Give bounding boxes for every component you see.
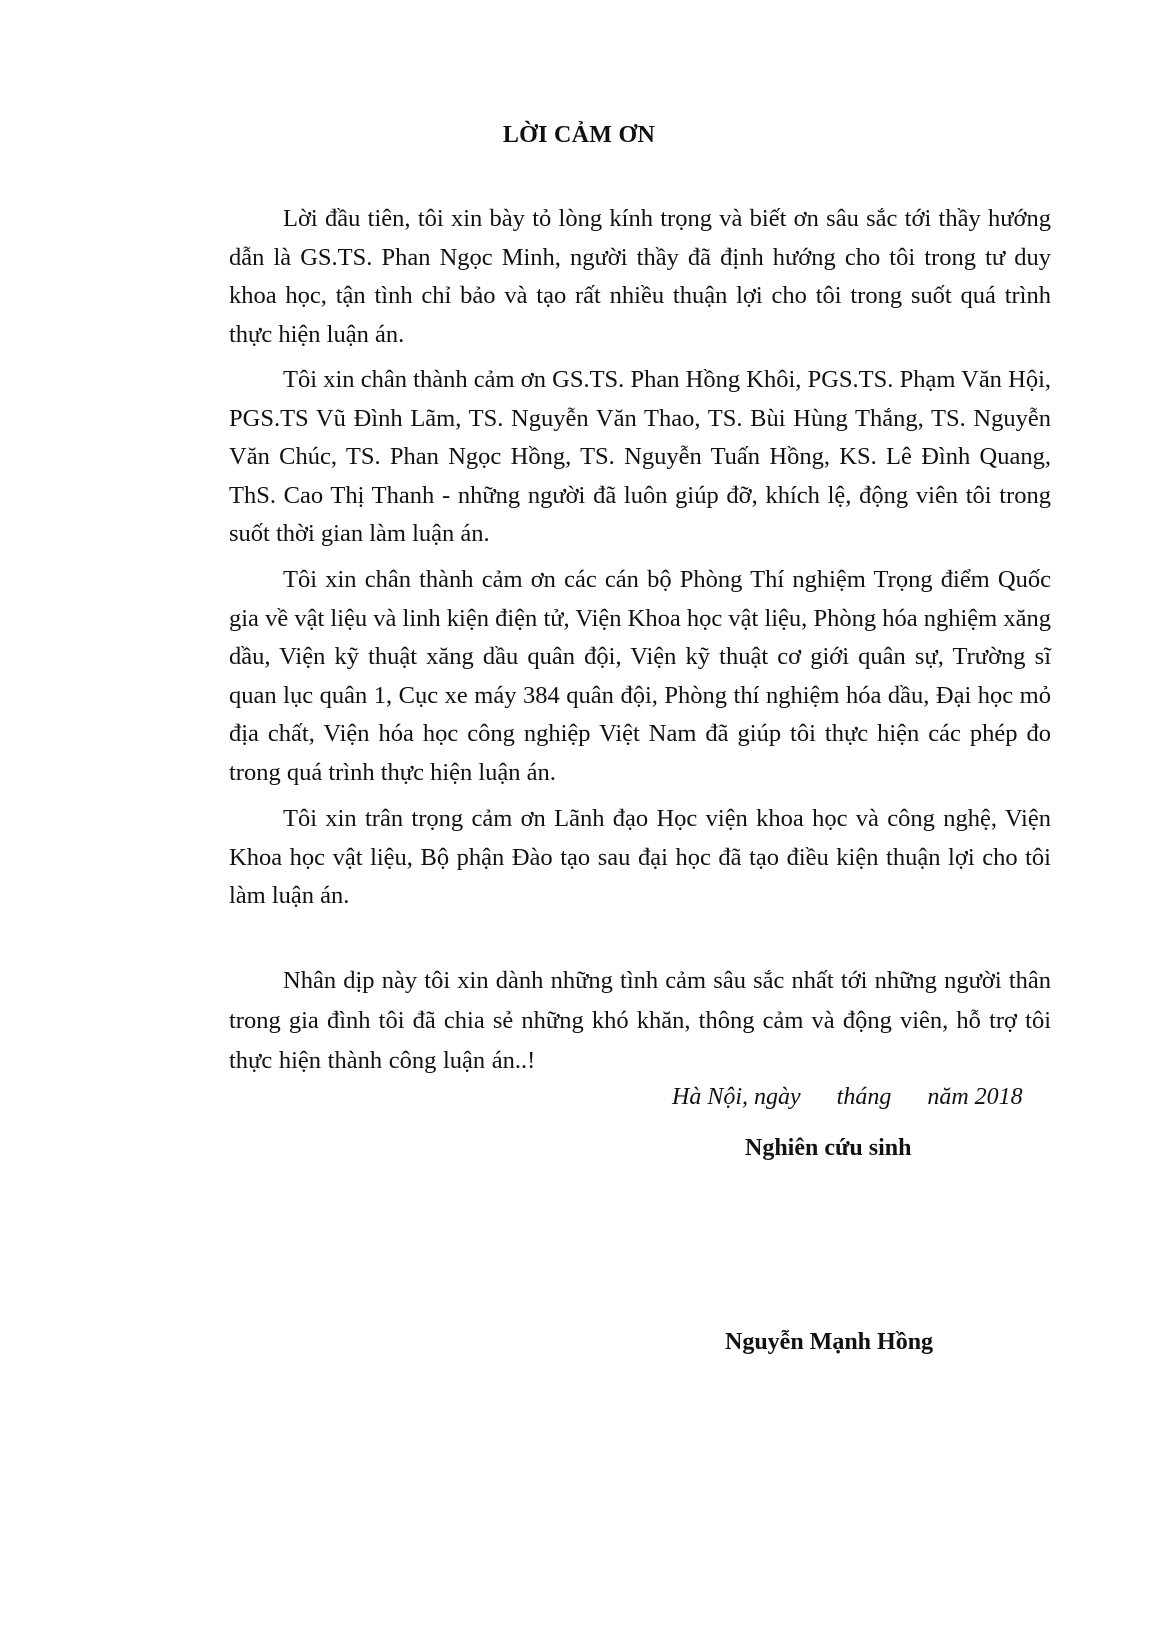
paragraph-5: Nhân dịp này tôi xin dành những tình cảm sâu sắc nhất tới những người thân trong gia đình tôi đã chia sẻ những khó khăn, thông cảm và động viên, hỗ trợ tôi thực hiện thành công luận án..!	[229, 967, 1051, 1074]
date-line: Hà Nội, ngày tháng năm 2018	[672, 1084, 1023, 1110]
paragraph-4: Tôi xin trân trọng cảm ơn Lãnh đạo Học viện khoa học và công nghệ, Viện Khoa học vật liệu, Bộ phận Đào tạo sau đại học đã tạo điều kiện thuận lợi cho tôi làm luận án.	[229, 805, 1051, 909]
paragraph-2: Tôi xin chân thành cảm ơn GS.TS. Phan Hồng Khôi, PGS.TS. Phạm Văn Hội, PGS.TS Vũ Đình Lãm, TS. Nguyễn Văn Thao, TS. Bùi Hùng Thắng, TS. Nguyễn Văn Chúc, TS. Phan Ngọc Hồng, TS. Nguyễn Tuấn Hồng, KS. Lê Đình Quang, ThS. Cao Thị Thanh - những người đã luôn giúp đỡ, khích lệ, động viên tôi trong suốt thời gian làm luận án.	[229, 366, 1051, 547]
page-title: LỜI CẢM ƠN	[502, 122, 656, 148]
signer-role: Nghiên cứu sinh	[745, 1135, 912, 1161]
signer-name: Nguyễn Mạnh Hồng	[725, 1329, 934, 1355]
paragraph-1: Lời đầu tiên, tôi xin bày tỏ lòng kính trọng và biết ơn sâu sắc tới thầy hướng dẫn là GS.TS. Phan Ngọc Minh, người thầy đã định hướng cho tôi trong tư duy khoa học, tận tình chỉ bảo và tạo rất nhiều thuận lợi cho tôi trong suốt quá trình thực hiện luận án.	[229, 205, 1051, 348]
paragraph-3: Tôi xin chân thành cảm ơn các cán bộ Phòng Thí nghiệm Trọng điểm Quốc gia về vật liệu và linh kiện điện tử, Viện Khoa học vật liệu, Phòng hóa nghiệm xăng dầu, Viện kỹ thuật xăng dầu quân đội, Viện kỹ thuật cơ giới quân sự, Trường sĩ quan lục quân 1, Cục xe máy 384 quân đội, Phòng thí nghiệm hóa dầu, Đại học mỏ địa chất, Viện hóa học công nghiệp Việt Nam đã giúp tôi thực hiện các phép đo trong quá trình thực hiện luận án.	[229, 566, 1051, 786]
